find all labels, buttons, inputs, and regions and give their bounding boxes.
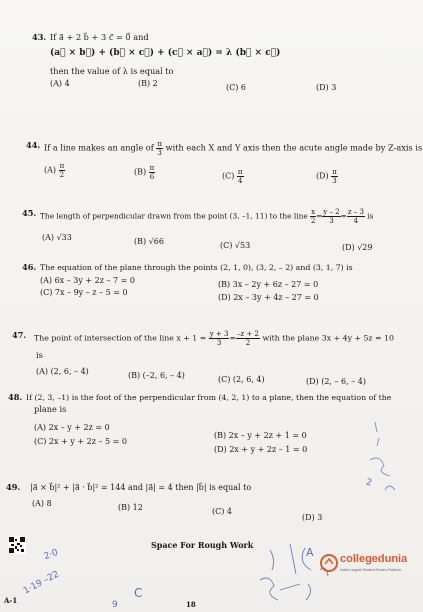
frac-num: y + 3 — [209, 330, 229, 338]
option-a[interactable] — [44, 162, 65, 179]
question-text-2: then the value of λ is equal to — [50, 66, 174, 76]
paper-code: A-1 — [4, 596, 18, 605]
option-d[interactable]: (D) 2x + y + 2z – 1 = 0 — [214, 445, 308, 454]
frac-den: 3 — [332, 177, 337, 185]
question-text-part: If a line makes an angle of — [44, 142, 154, 153]
frac-num: π — [332, 168, 337, 176]
question-text: The point of intersection of the line x + 1 = $\frac{y + 3}{3}$ = $\frac{-z + 2}{2}$ with the plane 3x + 4y + 5z = 10 — [34, 330, 394, 347]
option-d[interactable]: (D) (2, – 6, – 4) — [306, 377, 366, 386]
question-number: 44. — [26, 140, 41, 150]
question-text: If (2, 3, –1) is the foot of the perpendicular from (4, 2, 1) to a plane, then the equation of the — [26, 393, 392, 402]
option-b[interactable]: (B) 2 — [138, 79, 158, 88]
option-b[interactable]: (B) (–2, 6, – 4) — [128, 371, 185, 380]
option-c[interactable]: (C) 4 — [212, 507, 232, 516]
scribble: 2 — [364, 477, 373, 489]
question-text: |a⃗ × b⃗|² + |a⃗ · b⃗|² = 144 and |a⃗| = 4 then |b⃗| is equal to — [30, 483, 252, 492]
frac-den: 3 — [329, 217, 334, 225]
question-text: The equation of the plane through the points (2, 1, 0), (3, 2, – 2) and (3, 1, 7) is — [40, 263, 353, 272]
option-b[interactable]: (B) 12 — [118, 503, 143, 512]
frac-den: 4 — [353, 217, 359, 225]
logo-text: collegedunia — [340, 553, 408, 565]
option-a[interactable]: (A) √33 — [42, 233, 72, 242]
frac-den: 2 — [310, 217, 316, 225]
question-text: If a⃗ + 2 b⃗ + 3 c⃗ = 0⃗ and — [50, 32, 149, 42]
question-text-part: The point of intersection of the line x + 1 = — [34, 333, 207, 343]
logo-tagline: India's largest Student Review Platform — [340, 568, 401, 572]
option-b[interactable]: (B) 2x – y + 2z + 1 = 0 — [214, 431, 307, 440]
frac-den: 2 — [245, 339, 251, 347]
logo-icon — [320, 554, 338, 572]
logo — [320, 551, 416, 579]
scribble: A — [306, 546, 314, 559]
option-b[interactable]: (B) 3x – 2y + 6z – 27 = 0 — [218, 280, 319, 289]
option-a[interactable]: (A) 2x – y + 2z = 0 — [34, 423, 110, 432]
option-b[interactable]: (B) √66 — [134, 237, 164, 246]
question-text-2: plane is — [34, 404, 67, 414]
option-c[interactable]: (C) 6 — [226, 83, 246, 92]
option-c[interactable]: (C) √53 — [220, 241, 251, 250]
option-c[interactable]: (C) 2x + y + 2z – 5 = 0 — [34, 437, 127, 446]
option-d[interactable]: (D) 2x – 3y + 4z – 27 = 0 — [218, 293, 319, 302]
frac-num: π — [237, 168, 243, 176]
option-label: (A) — [44, 165, 57, 175]
option-label: (B) — [134, 167, 147, 177]
question-text: The length of perpendicular drawn from the point (3, –1, 11) to the line $\frac{x}{2}$ = $\frac{y - 2}{3}$ = $\frac{z - 3}{4}$ is — [40, 208, 374, 225]
option-label: (D) — [316, 171, 329, 181]
option-d[interactable]: (D) 3 — [316, 83, 337, 92]
frac-den: 3 — [216, 339, 222, 347]
frac-num: y – 2 — [323, 208, 340, 216]
scribble: 1·19 –22 — [21, 569, 61, 597]
scribble: 2·0 — [42, 547, 60, 563]
page-number: 18 — [186, 600, 196, 609]
frac-num: x — [311, 208, 316, 216]
option-b[interactable] — [134, 164, 155, 181]
question-number: 49. — [6, 482, 21, 492]
scribble: 9 — [112, 600, 118, 610]
option-a[interactable]: (A) (2, 6, – 4) — [36, 367, 89, 376]
frac-num: z – 3 — [347, 208, 364, 216]
rough-work-label: Space For Rough Work — [151, 540, 254, 550]
option-a[interactable]: (A) 4 — [50, 79, 70, 88]
frac-den: 2 — [59, 171, 65, 179]
question-text-part: with the plane 3x + 4y + 5z = 10 — [262, 333, 394, 343]
option-d[interactable]: (D) √29 — [342, 243, 373, 252]
option-d[interactable] — [316, 168, 338, 185]
question-text-part: is — [367, 211, 374, 221]
question-number: 46. — [22, 262, 37, 272]
frac-den: 6 — [149, 173, 155, 181]
option-label: (C) — [222, 171, 235, 181]
option-c[interactable]: (C) 7x – 9y – z – 5 = 0 — [40, 288, 128, 297]
fraction — [347, 208, 365, 225]
fraction — [209, 330, 230, 347]
fraction — [310, 208, 316, 225]
question-text-2: is — [36, 350, 43, 360]
frac-num: π — [149, 164, 155, 172]
frac-num: π — [59, 162, 65, 170]
frac-den: 3 — [157, 149, 162, 157]
option-c[interactable]: (C) (2, 6, 4) — [218, 375, 265, 384]
qr-code-icon — [8, 536, 26, 554]
option-a[interactable]: (A) 6x – 3y + 2z – 7 = 0 — [40, 276, 136, 285]
question-number: 43. — [32, 32, 47, 42]
question-number: 48. — [8, 392, 23, 402]
frac-num: –z + 2 — [237, 330, 259, 338]
option-c[interactable] — [222, 168, 244, 185]
question-text-part: with each X and Y axis then the acute angle made by Z-axis is — [165, 142, 423, 153]
fraction — [236, 330, 260, 347]
fraction — [322, 208, 340, 225]
question-text-part: The length of perpendicular drawn from the point (3, –1, 11) to the line — [40, 211, 308, 221]
margin-doodle — [355, 420, 400, 510]
question-equation: (a⃗ × b⃗) + (b⃗ × c⃗) + (c⃗ × a⃗) = λ (b⃗ × c⃗) — [50, 48, 281, 58]
frac-den: 4 — [237, 177, 243, 185]
fraction — [156, 140, 163, 157]
option-a[interactable]: (A) 8 — [32, 499, 52, 508]
question-text — [44, 140, 422, 157]
option-d[interactable]: (D) 3 — [302, 513, 323, 522]
scribble: C — [134, 586, 143, 600]
question-number: 47. — [12, 330, 27, 340]
frac-num: π — [157, 140, 162, 148]
question-number: 45. — [22, 208, 37, 218]
